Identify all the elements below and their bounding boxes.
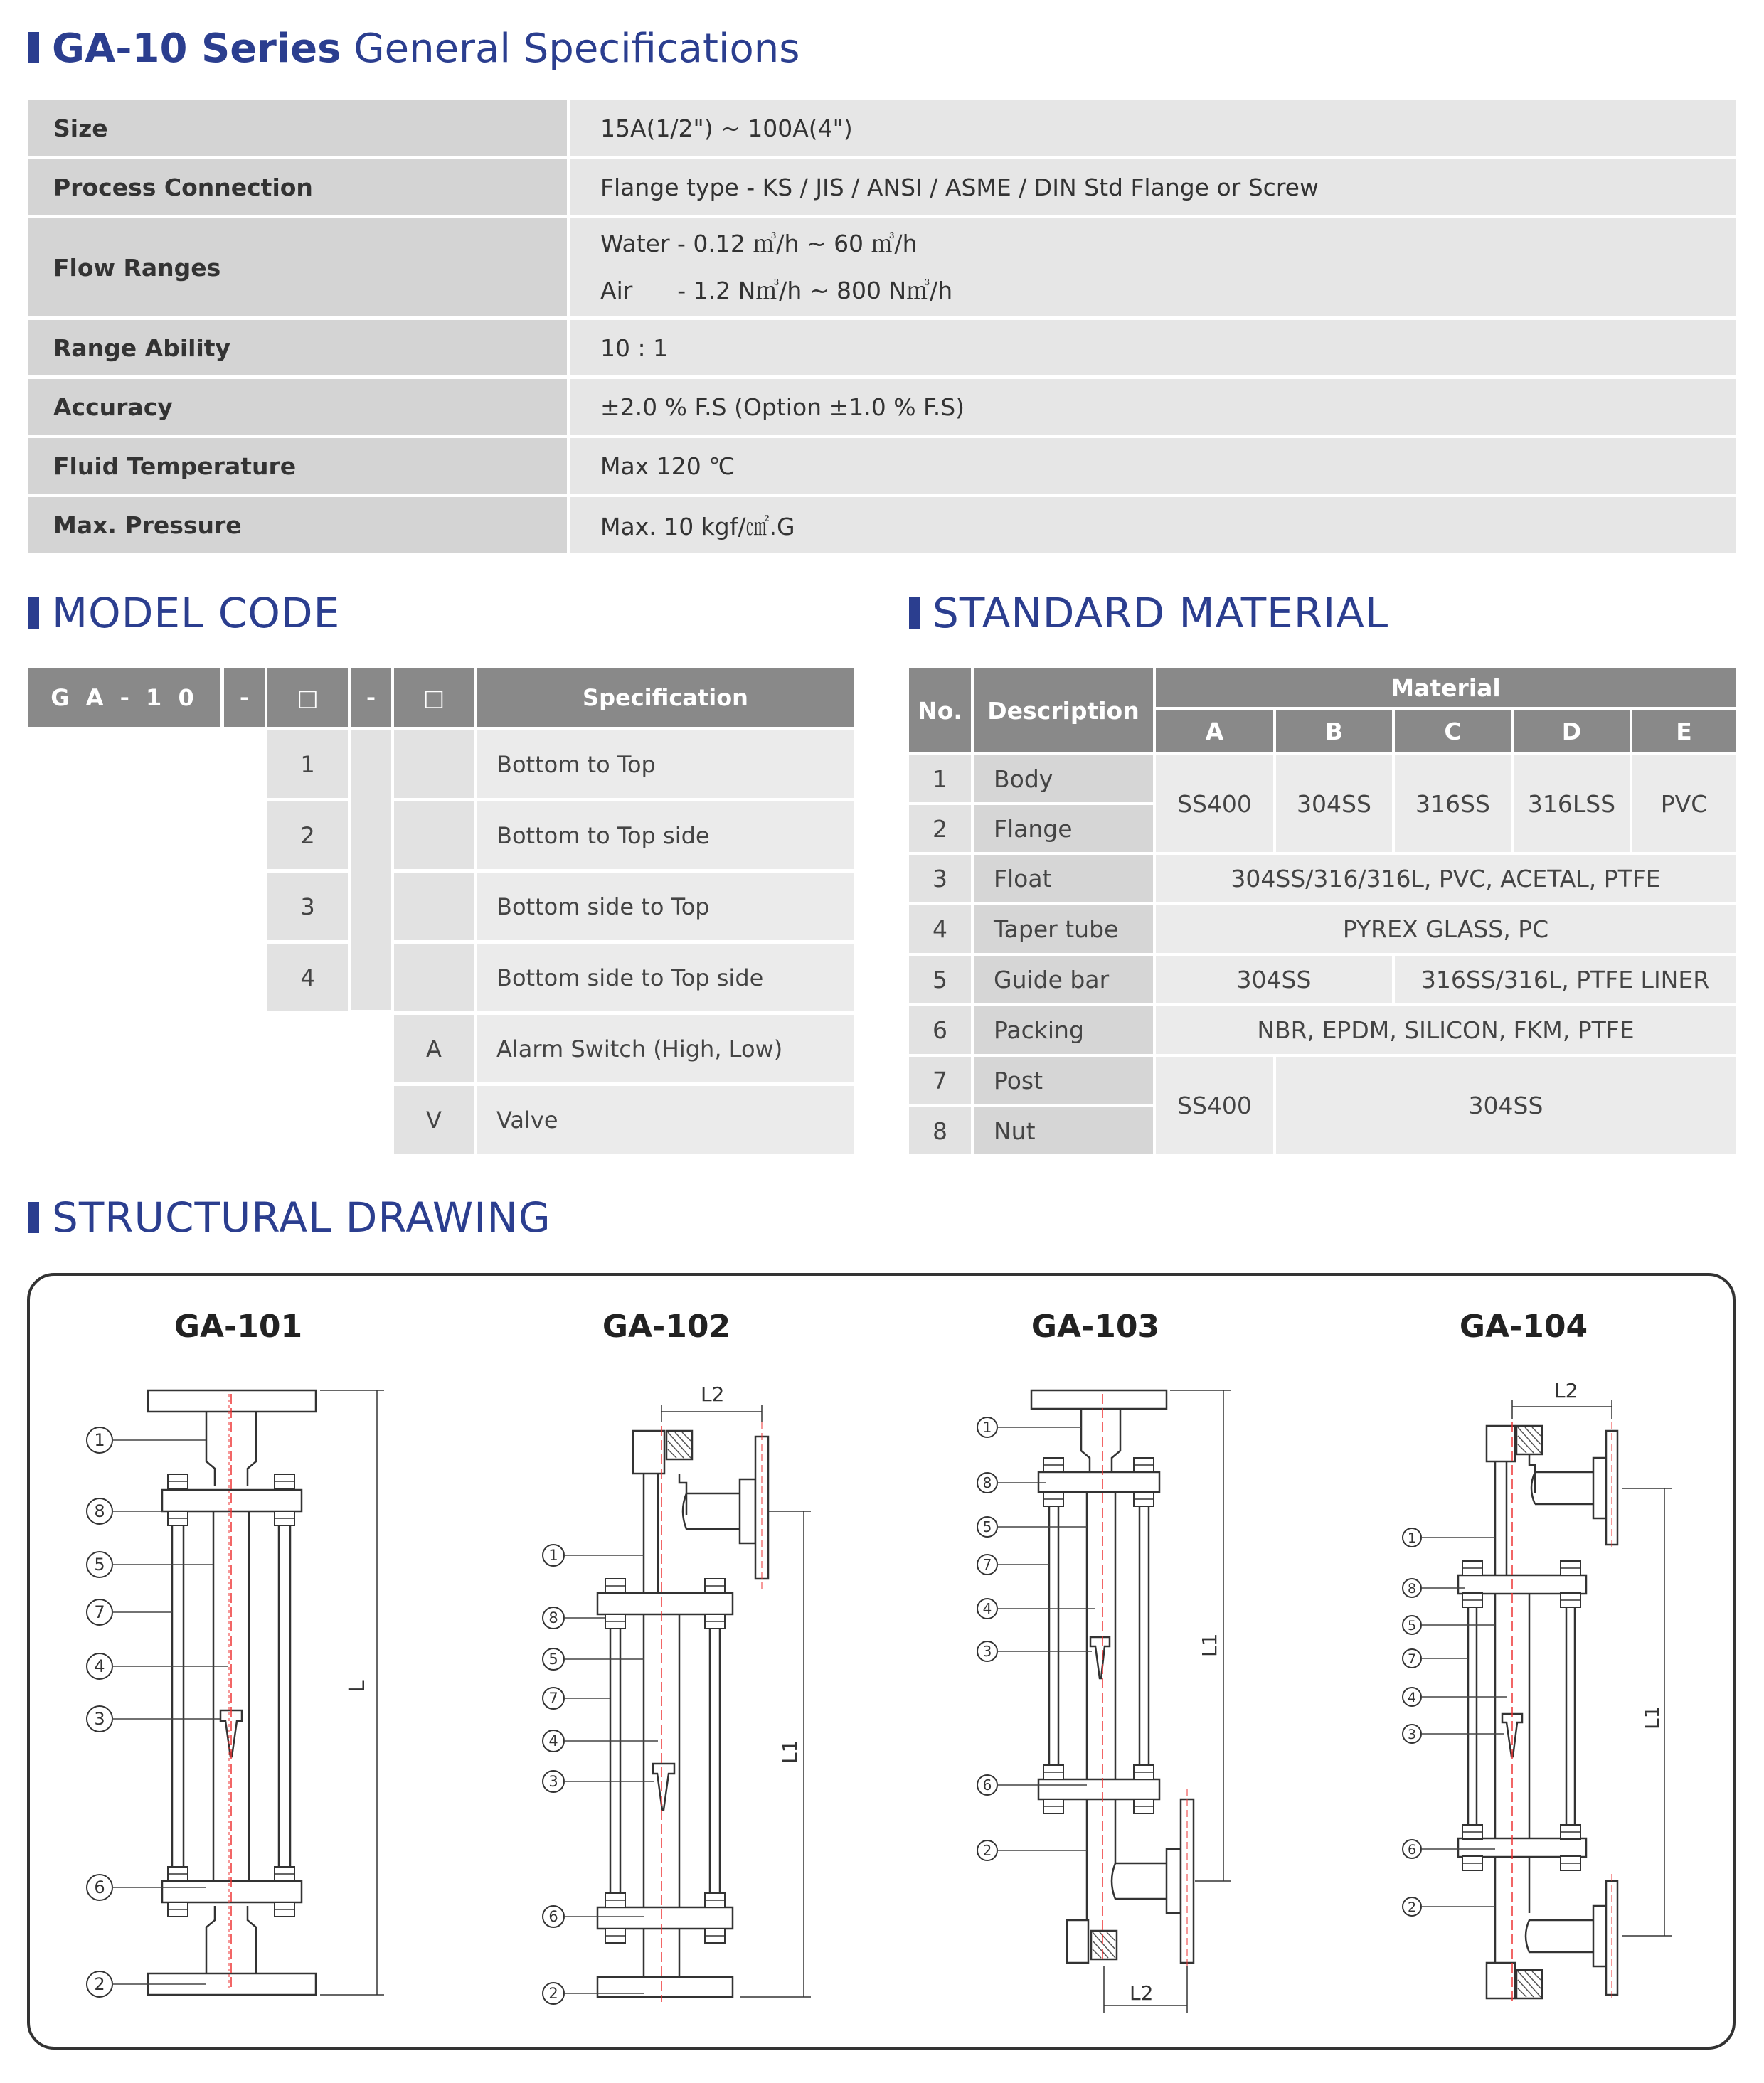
standard-material-title: STANDARD MATERIAL — [909, 589, 1388, 637]
callout-number: 7 — [1407, 1651, 1417, 1667]
callout-number: 8 — [94, 1501, 105, 1521]
material-value: PVC — [1632, 755, 1736, 852]
callout-number: 6 — [94, 1877, 105, 1897]
material-value: 304SS — [1156, 956, 1392, 1003]
spec-value: Max 120 ℃ — [567, 438, 1736, 494]
col-header: A — [1156, 710, 1273, 752]
model-code-box-connection: □ — [267, 668, 348, 727]
material-value: 316SS/316L, PTFE LINER — [1395, 956, 1736, 1003]
ga-101-callouts — [87, 1427, 228, 1997]
col-header: D — [1514, 710, 1630, 752]
description-header: Description — [974, 668, 1153, 752]
dimension-label: L2 — [701, 1383, 725, 1406]
callout-number: 5 — [548, 1651, 558, 1668]
spec-label: Fluid Temperature — [28, 438, 567, 494]
callout-number: 4 — [982, 1600, 992, 1617]
spec-value: ±2.0 % F.S (Option ±1.0 % F.S) — [567, 379, 1736, 435]
dimension-label: L1 — [1640, 1705, 1664, 1730]
row-no: 1 — [909, 755, 971, 802]
drawing-ga-102 — [597, 1405, 811, 2002]
callout-number: 4 — [1407, 1690, 1417, 1705]
spec-label: Accuracy — [28, 379, 567, 435]
material-header: Material — [1156, 668, 1736, 707]
row-no: 2 — [909, 805, 971, 852]
code-cell: 1 — [267, 730, 348, 798]
drawing-ga-104 — [1458, 1400, 1672, 2002]
model-title: GA-102 — [602, 1309, 731, 1345]
callout-number: 2 — [548, 1985, 558, 2002]
spec-value: Max. 10 kgf/㎠.G — [567, 497, 1736, 553]
callout-number: 4 — [548, 1732, 558, 1749]
model-title: GA-104 — [1459, 1309, 1588, 1345]
row-no: 8 — [909, 1107, 971, 1154]
callout-number: 7 — [982, 1556, 992, 1573]
col-header: C — [1395, 710, 1511, 752]
row-desc: Body — [974, 755, 1153, 802]
spec-label: Size — [28, 100, 567, 156]
material-value: 316SS — [1395, 755, 1511, 852]
row-no: 6 — [909, 1006, 971, 1054]
dimension-label: L2 — [1130, 1981, 1154, 2005]
callout-number: 6 — [982, 1776, 992, 1794]
spec-value: 15A(1/2") ~ 100A(4") — [567, 100, 1736, 156]
flow-air: Air - 1.2 N㎥/h ~ 800 N㎥/h — [600, 277, 953, 304]
callout-number: 6 — [1407, 1842, 1417, 1858]
material-value: 304SS/316/316L, PVC, ACETAL, PTFE — [1156, 855, 1736, 902]
callout-number: 3 — [1407, 1727, 1417, 1742]
spec-cell: Bottom to Top — [477, 730, 854, 798]
material-value: NBR, EPDM, SILICON, FKM, PTFE — [1156, 1006, 1736, 1054]
callout-number: 4 — [94, 1656, 105, 1676]
callout-number: 8 — [1407, 1581, 1417, 1597]
callout-number: 8 — [548, 1609, 558, 1626]
model-code-prefix: G A - 1 0 — [28, 668, 220, 727]
option-code-cell: V — [394, 1086, 474, 1154]
spec-label: Range Ability — [28, 320, 567, 375]
col-header: E — [1632, 710, 1736, 752]
row-desc: Guide bar — [974, 956, 1153, 1003]
row-desc: Nut — [974, 1107, 1153, 1154]
col-header: B — [1276, 710, 1392, 752]
model-code-spec-header: Specification — [477, 668, 854, 727]
row-desc: Post — [974, 1057, 1153, 1104]
callout-number: 6 — [548, 1908, 558, 1925]
dimension-label: L1 — [1198, 1633, 1221, 1657]
callout-number: 5 — [94, 1555, 105, 1575]
callout-number: 1 — [1407, 1530, 1417, 1546]
spec-value: 10 : 1 — [567, 320, 1736, 375]
code-cell: 3 — [267, 873, 348, 940]
drawing-ga-103 — [1031, 1390, 1231, 2013]
no-header: No. — [909, 668, 971, 752]
model-title: GA-103 — [1031, 1309, 1160, 1345]
spec-cell: Alarm Switch (High, Low) — [477, 1015, 854, 1082]
callout-number: 3 — [982, 1643, 992, 1660]
spec-label: Process Connection — [28, 159, 567, 215]
callout-number: 7 — [548, 1690, 558, 1707]
dimension-label: L — [345, 1680, 370, 1693]
spec-label: Flow Ranges — [28, 218, 567, 316]
spec-cell: Bottom side to Top side — [477, 944, 854, 1011]
callout-number: 5 — [982, 1518, 992, 1535]
spec-cell: Bottom to Top side — [477, 801, 854, 869]
model-code-dash: - — [224, 668, 265, 727]
row-desc: Packing — [974, 1006, 1153, 1054]
general-spec-title: GA-10 Series General Specifications — [28, 26, 799, 72]
spec-cell: Valve — [477, 1086, 854, 1154]
model-code-dash: - — [351, 668, 391, 727]
callout-number: 1 — [94, 1430, 105, 1450]
callout-number: 2 — [94, 1974, 105, 1994]
option-code-cell: A — [394, 1015, 474, 1082]
callout-number: 2 — [1407, 1900, 1417, 1915]
spec-cell: Bottom side to Top — [477, 873, 854, 940]
callout-number: 8 — [982, 1474, 992, 1491]
material-value: 316LSS — [1514, 755, 1630, 852]
spec-label: Max. Pressure — [28, 497, 567, 553]
material-value: 304SS — [1276, 1057, 1736, 1154]
spec-value: Flange type - KS / JIS / ANSI / ASME / DIN Std Flange or Screw — [567, 159, 1736, 215]
code-cell: 2 — [267, 801, 348, 869]
flow-water: Water - 0.12 ㎥/h ~ 60 ㎥/h — [600, 230, 918, 257]
code-cell: 4 — [267, 944, 348, 1011]
row-no: 3 — [909, 855, 971, 902]
row-no: 4 — [909, 905, 971, 953]
callout-number: 5 — [1407, 1618, 1417, 1634]
row-desc: Flange — [974, 805, 1153, 852]
row-no: 7 — [909, 1057, 971, 1104]
callout-number: 1 — [982, 1419, 992, 1436]
row-desc: Float — [974, 855, 1153, 902]
material-value: SS400 — [1156, 1057, 1273, 1154]
material-value: 304SS — [1276, 755, 1392, 852]
dimension-label: L1 — [778, 1740, 802, 1764]
material-value: SS400 — [1156, 755, 1273, 852]
dimension-label: L2 — [1554, 1379, 1578, 1402]
callout-number: 1 — [548, 1547, 558, 1564]
model-code-box-option: □ — [394, 668, 474, 727]
structural-drawing-title: STRUCTURAL DRAWING — [28, 1193, 551, 1242]
row-desc: Taper tube — [974, 905, 1153, 953]
callout-number: 3 — [548, 1773, 558, 1790]
model-code-title: MODEL CODE — [28, 589, 340, 637]
callout-number: 2 — [982, 1842, 992, 1859]
callout-number: 3 — [94, 1709, 105, 1729]
model-title: GA-101 — [174, 1309, 303, 1345]
row-no: 5 — [909, 956, 971, 1003]
callout-number: 7 — [94, 1602, 105, 1622]
material-value: PYREX GLASS, PC — [1156, 905, 1736, 953]
